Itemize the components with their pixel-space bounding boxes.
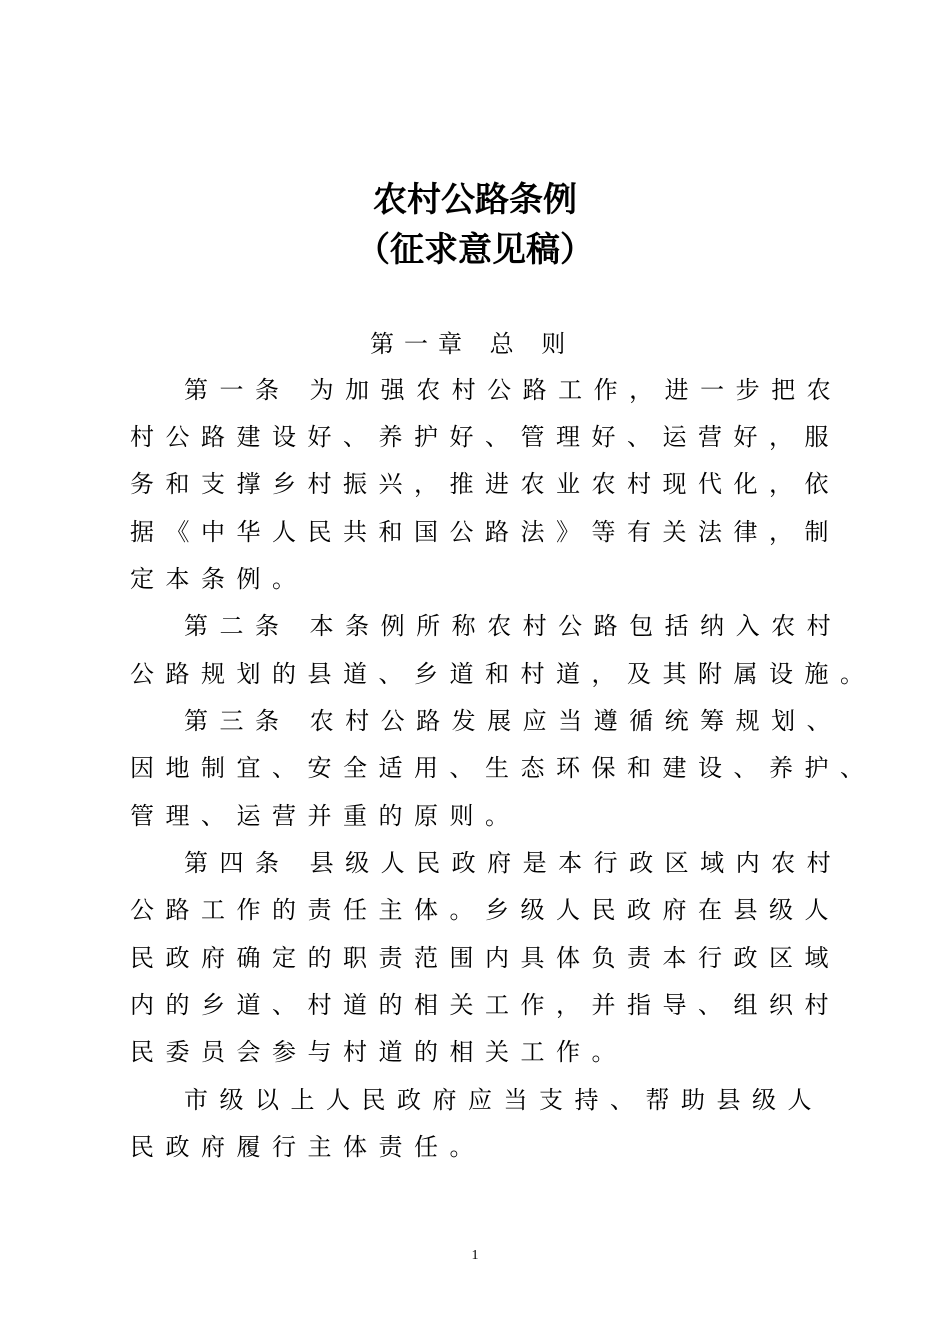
text-line: 第三条 农村公路发展应当遵循统筹规划、 [184, 707, 843, 735]
chapter-heading: 第一章 总 则 [370, 330, 576, 358]
page-number: 1 [471, 1248, 479, 1263]
document-title: 农村公路条例 [373, 180, 577, 220]
document-subtitle: （征求意见稿） [356, 230, 594, 270]
text-line: 公路规划的县道、乡道和村道，及其附属设施。 [130, 660, 876, 688]
text-line: 第二条 本条例所称农村公路包括纳入农村 [184, 612, 843, 640]
text-line: 民委员会参与村道的相关工作。 [130, 1038, 627, 1066]
text-line: 民政府履行主体责任。 [130, 1133, 485, 1161]
text-line: 民政府确定的职责范围内具体负责本行政区域 [130, 944, 840, 972]
text-line: 村公路建设好、养护好、管理好、运营好，服 [130, 423, 840, 451]
text-line: 第一条 为加强农村公路工作，进一步把农 [184, 376, 843, 404]
text-line: 公路工作的责任主体。乡级人民政府在县级人 [130, 896, 840, 924]
text-line: 因地制宜、安全适用、生态环保和建设、养护、 [130, 754, 876, 782]
text-line: 市级以上人民政府应当支持、帮助县级人 [184, 1086, 823, 1114]
text-line: 定本条例。 [130, 565, 308, 593]
text-line: 务和支撑乡村振兴，推进农业农村现代化，依 [130, 470, 840, 498]
text-line: 据《中华人民共和国公路法》等有关法律，制 [130, 518, 840, 546]
text-line: 管理、运营并重的原则。 [130, 802, 521, 830]
text-line: 第四条 县级人民政府是本行政区域内农村 [184, 849, 843, 877]
text-line: 内的乡道、村道的相关工作，并指导、组织村 [130, 991, 840, 1019]
